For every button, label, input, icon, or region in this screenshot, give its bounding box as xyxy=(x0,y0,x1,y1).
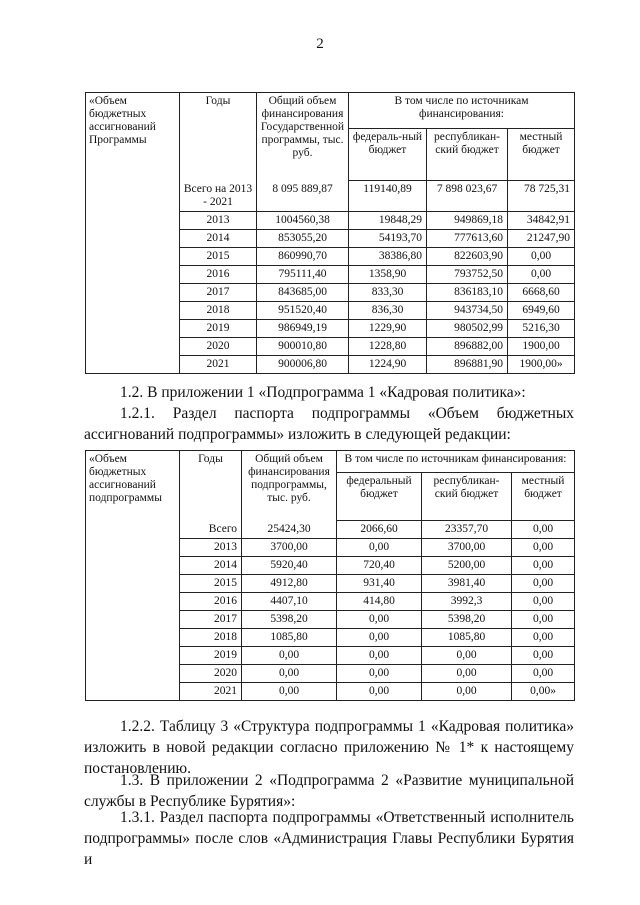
table-row: 2019 986949,19 1229,90 980502,99 5216,30 xyxy=(86,319,575,337)
table-row: 2016 4407,10 414,80 3992,3 0,00 xyxy=(86,593,575,611)
paragraph-1-2-2: 1.2.2. Таблицу 3 «Структура подпрограммы 1 «Кадровая политика» изложить в новой редакции согласно приложению № 1* к настоящему постановлению. xyxy=(84,718,574,777)
table-row: 2020 900010,80 1228,80 896882,00 1900,00 xyxy=(86,337,575,355)
col-sources-header: В том числе по источникам финансирования: xyxy=(337,451,575,473)
col-local-header: местный бюджет xyxy=(508,129,575,181)
col-sources-header: В том числе по источникам финансирования: xyxy=(349,93,575,129)
budget-table-program xyxy=(85,92,575,374)
table-row: 2013 1004560,38 19848,29 949869,18 34842,91 xyxy=(86,211,575,229)
table-row: 2014 5920,40 720,40 5200,00 0,00 xyxy=(86,557,575,575)
table-row: Всего 25424,30 2066,60 23357,70 0,00 xyxy=(86,521,575,539)
col-total-header: Общий объем финансирования Государственной программы, тыс. руб. xyxy=(257,93,349,181)
table-row: 2021 0,00 0,00 0,00 0,00» xyxy=(86,683,575,701)
col-local-header: местный бюджет xyxy=(512,473,575,521)
table-label: «Объем бюджетных ассигнований Программы xyxy=(86,93,180,374)
table-row: 2018 951520,40 836,30 943734,50 6949,60 xyxy=(86,301,575,319)
table-row: 2017 843685,00 833,30 836183,10 6668,60 xyxy=(86,283,575,301)
table-row: 2021 900006,80 1224,90 896881,90 1900,00» xyxy=(86,355,575,373)
col-republic-header: республикан-ский бюджет xyxy=(427,129,508,181)
paragraph-1-3-1: 1.3.1. Раздел паспорта подпрограммы «Ответственный исполнитель подпрограммы» после слов «Администрация Главы Республики Бурятия и xyxy=(84,809,574,868)
table-row: 2015 4912,80 931,40 3981,40 0,00 xyxy=(86,575,575,593)
table-row: 2019 0,00 0,00 0,00 0,00 xyxy=(86,647,575,665)
paragraph-1-3: 1.3. В приложении 2 «Подпрограмма 2 «Развитие муниципальной службы в Республике Бурятия»: xyxy=(84,772,574,810)
col-federal-header: федеральный бюджет xyxy=(337,473,422,521)
paragraph-1-2-1: 1.2.1. Раздел паспорта подпрограммы «Объем бюджетных ассигнований подпрограммы» изложить в следующей редакции: xyxy=(84,405,574,443)
table-row: Всего на 2013 - 2021 8 095 889,87 119140,89 7 898 023,67 78 725,31 xyxy=(86,181,575,212)
col-years-header: Годы xyxy=(180,451,242,521)
col-federal-header: федераль-ный бюджет xyxy=(349,129,427,181)
table-row: 2020 0,00 0,00 0,00 0,00 xyxy=(86,665,575,683)
table-row: 2016 795111,40 1358,90 793752,50 0,00 xyxy=(86,265,575,283)
col-republic-header: республикан-ский бюджет xyxy=(422,473,512,521)
page-number: 2 xyxy=(316,36,324,52)
table-row: 2015 860990,70 38386,80 822603,90 0,00 xyxy=(86,247,575,265)
col-years-header: Годы xyxy=(180,93,257,181)
col-total-header: Общий объем финансирования подпрограммы, тыс. руб. xyxy=(242,451,337,521)
table-row: 2017 5398,20 0,00 5398,20 0,00 xyxy=(86,611,575,629)
budget-table-subprogram xyxy=(85,450,575,701)
table-label: «Объем бюджетных ассигнований подпрограммы xyxy=(86,451,180,701)
paragraph-1-2: 1.2. В приложении 1 «Подпрограмма 1 «Кадровая политика»: xyxy=(120,384,526,401)
table-row: 2018 1085,80 0,00 1085,80 0,00 xyxy=(86,629,575,647)
table-row: 2013 3700,00 0,00 3700,00 0,00 xyxy=(86,539,575,557)
table-row: 2014 853055,20 54193,70 777613,60 21247,90 xyxy=(86,229,575,247)
